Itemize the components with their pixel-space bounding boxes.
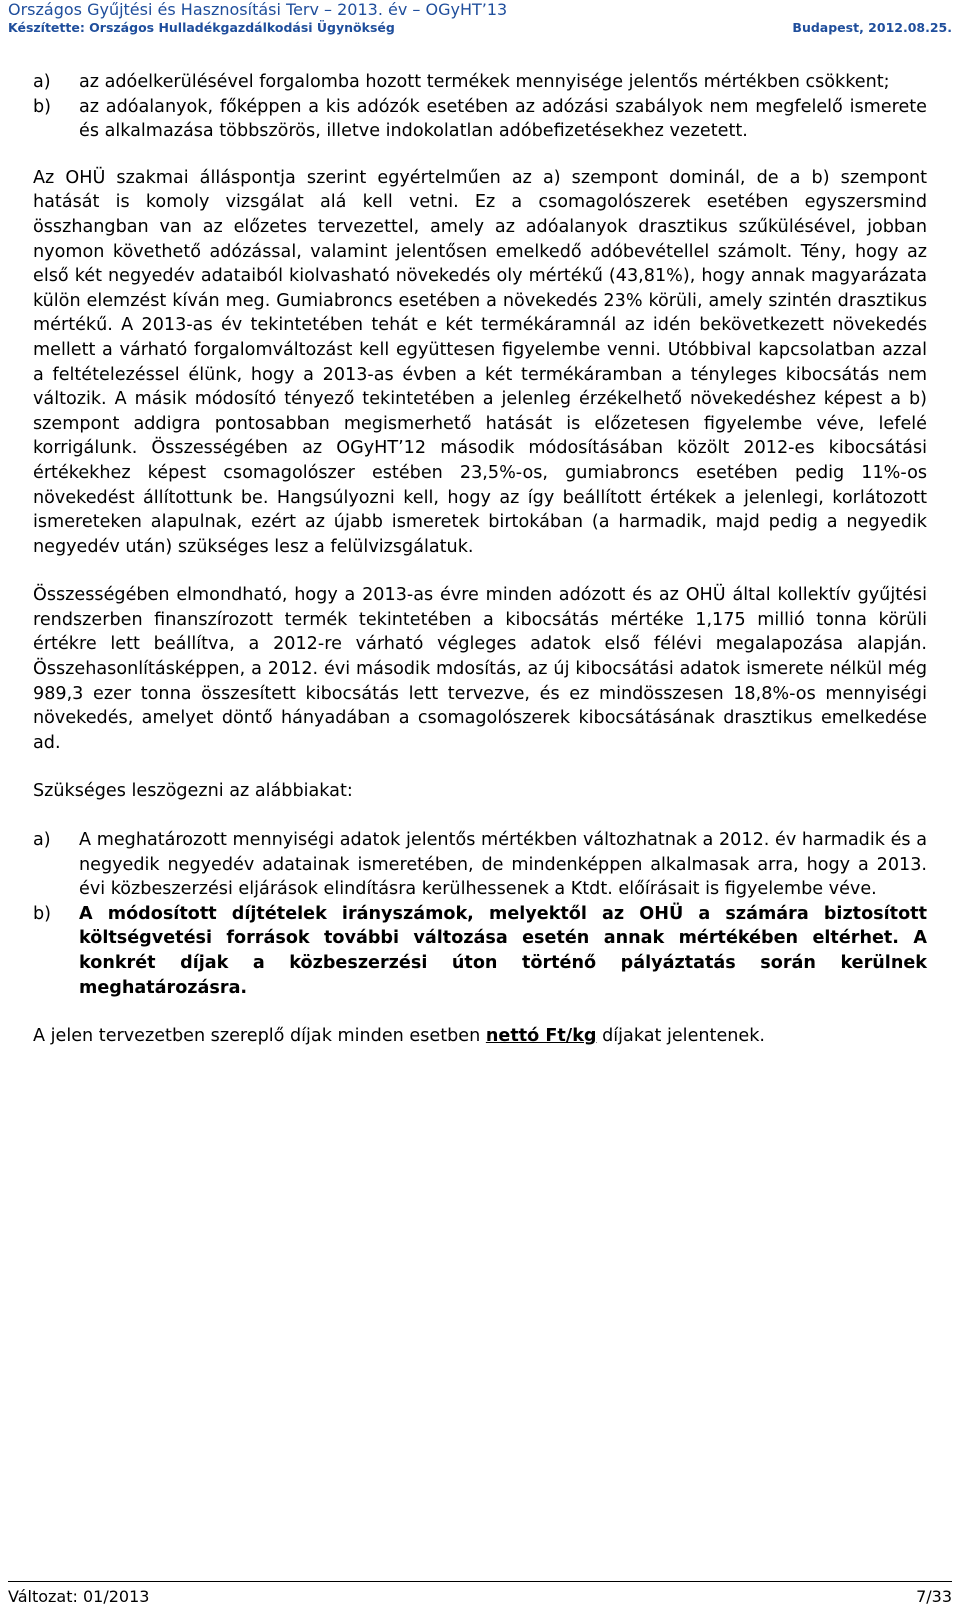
list-item <box>33 828 927 902</box>
document-body <box>33 70 927 1049</box>
list-item <box>33 902 927 1000</box>
paragraph-text: A jelen tervezetben szereplő díjak minden esetben <box>33 1026 486 1047</box>
place-date: Budapest, 2012.08.25. <box>792 20 952 35</box>
list-item <box>33 95 927 144</box>
list-marker: b) <box>33 96 52 117</box>
list-item-text-bold: A módosított díjtételek irányszámok, melyektől az OHÜ a számára biztosított költségvetési források további változása esetén annak mértékében eltérhet. A konkrét díjak a közbeszerzési úton történő pályáztatás során kerülnek meghatározásra. <box>79 903 927 998</box>
emphasized-unit: nettó Ft/kg <box>485 1026 597 1047</box>
paragraph-text: díjakat jelentenek. <box>596 1026 766 1047</box>
paragraph: Összességében elmondható, hogy a 2013-as évre minden adózott és az OHÜ által kollektív gyűjtési rendszerben finanszírozott termék tekintetében a kibocsátás mértéke 1,175 millió tonna körüli értékre lett beállítva, a 2012-re várható végleges adatok első félévi megalapozása alapján. Összehasonlításképpen, a 2012. évi második mdosítás, az új kibocsátási adatok ismerete nélkül még 989,3 ezer tonna összesített kibocsátás lett tervezve, és ez mindösszesen 18,8%-os mennyiségi növekedés, amelyet döntő hányadában a csomagolószerek kibocsátásának drasztikus emelkedése ad. <box>33 585 927 753</box>
author-line: Készítette: Országos Hulladékgazdálkodási Ügynökség <box>8 20 395 35</box>
list-marker: a) <box>33 72 51 92</box>
paragraph: Az OHÜ szakmai álláspontja szerint egyértelműen az a) szempont dominál, de a b) szempont hatását is komoly vizsgálat alá kell vetni. Ez a csomagolószerek esetében egyszersmind összhangban van az előzetes tervezettel, amely az adóalanyok drasztikus szűkülésével, jobban nyomon követhető adózással, valamint jelentősen emelkedő adóbevétellel számolt. Tény, hogy az első két negyedév adataiból kiolvasható növekedés oly mértékű (43,81%), hogy annak magyarázata külön elemzést kíván meg. Gumiabroncs esetében a növekedés 23% körüli, amely szintén drasztikus mértékű. A 2013-as év tekintetében tehát e két termékáramnál az idén bekövetkezett növekedés mellett a várható forgalomváltozást kell együttesen figyelembe venni. Utóbbival kapcsolatban azzal a feltételezéssel élünk, hogy a 2013-as évben a két termékáramban a tényleges kibocsátás nem változik. A másik módosító tényező tekintetében a jelenleg érzékelhető növekedéshez képest a b) szempont addigra pontosabban megismerhető hatását is előzetesen figyelembe véve, lefelé korrigálunk. Összességében az OGyHT’12 második módosításában közölt 2012-es kibocsátási értékekhez képest csomagolószer estében 23,5%-os, gumiabroncs esetében pedig 11%-os növekedést állítottunk be. Hangsúlyozni kell, hogy az így beállított értékek a jelenlegi, korlátozott ismereteken alapulnak, ezért az újabb ismeretek birtokában (a harmadik, majd pedig a negyedik negyedév után) szükséges lesz a felülvizsgálatuk. <box>33 167 927 557</box>
document-title: Országos Gyűjtési és Hasznosítási Terv – 2013. év – OGyHT’13 <box>8 0 508 19</box>
list-item <box>33 70 927 95</box>
page-header <box>8 0 952 40</box>
paragraph <box>33 1024 927 1049</box>
list-item-text: az adóalanyok, főképpen a kis adózók esetében az adózási szabályok nem megfelelő ismerete és alkalmazása többszörös, illetve indokolatlan adóbefizetésekhez vezetett. <box>79 96 927 142</box>
list-marker: b) <box>33 903 52 924</box>
paragraph: Szükséges leszögezni az alábbiakat: <box>33 781 353 802</box>
list-marker: a) <box>33 830 51 851</box>
list-item-text: A meghatározott mennyiségi adatok jelentős mértékben változhatnak a 2012. év harmadik és a negyedik negyedév adatainak ismeretében, de mindenképpen alkalmasak arra, hogy a 2013. évi közbeszerzési eljárások elindításra kerülhessenek a Ktdt. előírásait is figyelembe véve. <box>79 830 927 900</box>
header-meta <box>8 19 952 37</box>
version-label: Változat: 01/2013 <box>8 1587 150 1606</box>
list-item-text: az adóelkerülésével forgalomba hozott termékek mennyisége jelentős mértékben csökkent; <box>79 72 890 92</box>
page-footer <box>8 1581 952 1612</box>
page-number: 7/33 <box>916 1587 952 1606</box>
